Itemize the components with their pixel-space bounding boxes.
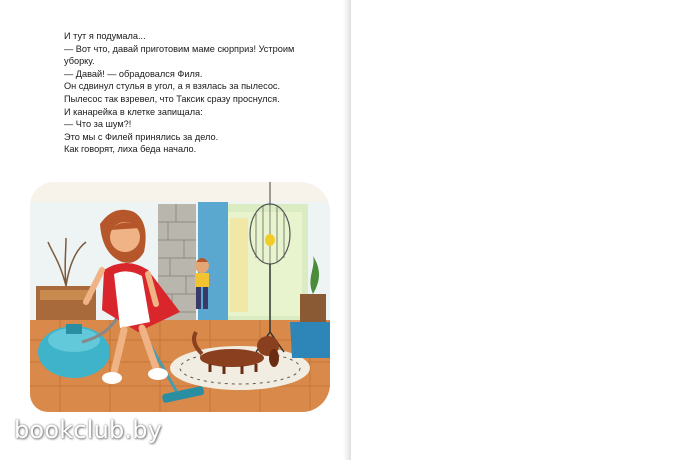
text-line: — Давай! — обрадовался Филя. bbox=[64, 68, 203, 79]
watermark-logo: bookclub.by bbox=[14, 416, 163, 444]
left-page bbox=[0, 0, 349, 460]
illustration-vacuuming-living-room bbox=[30, 182, 330, 412]
left-page-text bbox=[64, 30, 294, 156]
text-line: Это мы с Филей принялись за дело. bbox=[64, 131, 219, 142]
right-page bbox=[351, 0, 700, 460]
text-line: Как говорят, лиха беда начало. bbox=[64, 144, 197, 155]
text-line: уборку. bbox=[64, 56, 95, 67]
text-line: — Что за шум?! bbox=[64, 119, 132, 130]
text-line: Пылесос так взревел, что Таксик сразу проснулся. bbox=[64, 93, 280, 104]
text-line: И канарейка в клетке запищала: bbox=[64, 106, 203, 117]
text-line: Он сдвинул стулья в угол, а я взялась за пылесос. bbox=[64, 81, 281, 92]
text-line: — Вот что, давай приготовим маме сюрприз! Устроим bbox=[64, 43, 295, 54]
text-line: И тут я подумала... bbox=[64, 31, 146, 41]
